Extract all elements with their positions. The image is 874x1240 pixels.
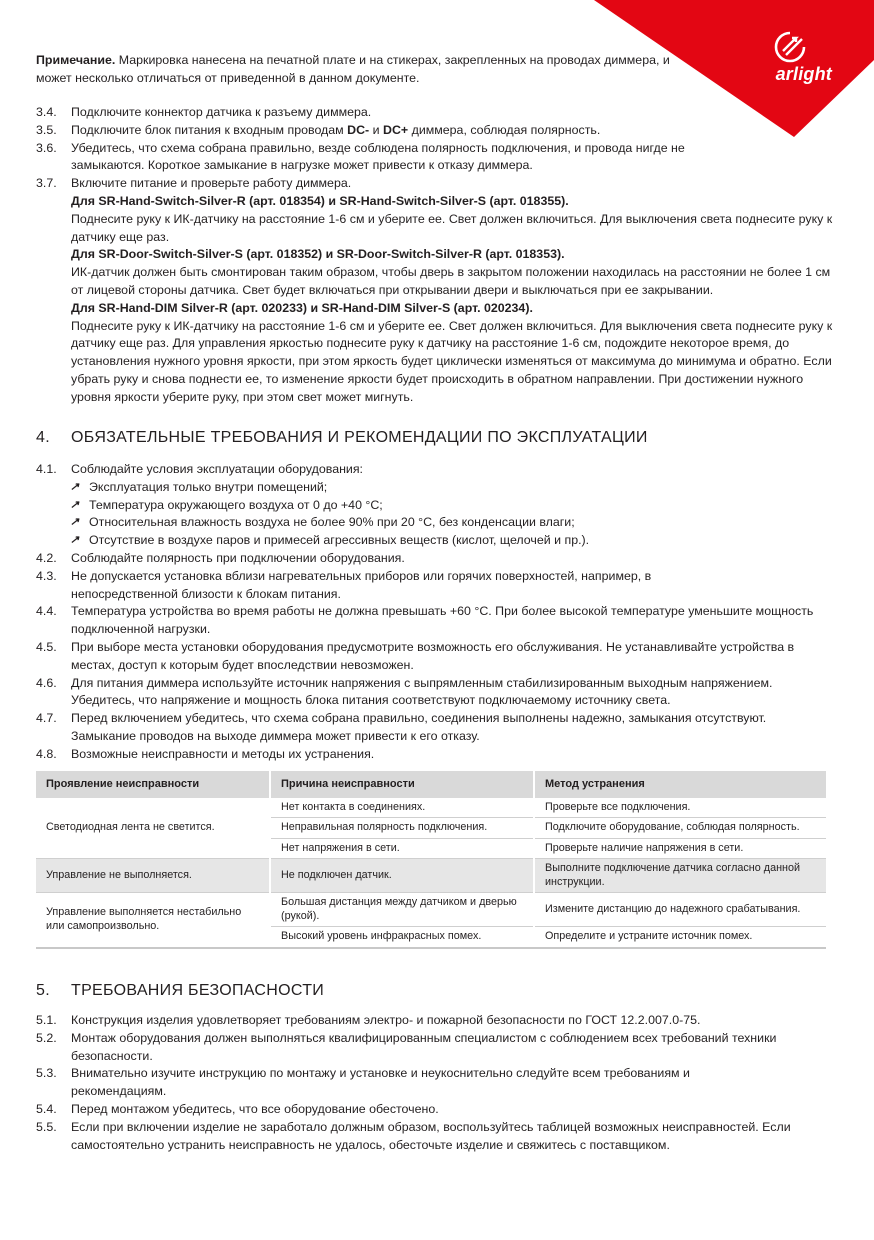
item-text: Температура устройства во время работы не должна превышать +60 °C. При более высокой температуре уменьшите мощность подключенной нагрузки. [71, 604, 814, 637]
list-item [36, 746, 828, 764]
list-item [36, 1012, 828, 1030]
list-item [36, 603, 828, 639]
item-number: 4.1. [36, 462, 57, 476]
fault-table [36, 771, 826, 949]
item-number: 4.6. [36, 675, 57, 690]
paragraph: Поднесите руку к ИК-датчику на расстояние 1-6 см и уберите ее. Свет должен включиться. Для выключения света поднесите руку к датчику еще раз. Для управления яркостью поднесите руку к датчику на расстояние 1-6 см, подождите некоторое время, до установления нужного уровня яркости, при этом яркость будет циклически изменяться от максимума до минимума и обратно. Если убрать руку и снова поднести ее, то изменение яркости будет происходить в обратном направлении. При достижении нужного уровня яркости уберите руку, при этом свет может мигнуть. [71, 318, 833, 404]
item-text: Возможные неисправности и методы их устранения. [71, 746, 375, 761]
note-text: Маркировка нанесена на печатной плате и на стикерах, закрепленных на проводах диммера, и может несколько отличаться от приведенной в данном документе. [36, 53, 670, 85]
item-number: 4.7. [36, 711, 57, 726]
table-header-row [36, 771, 826, 798]
list-item [36, 104, 836, 122]
cause-cell: Нет контакта в соединениях. [270, 798, 534, 818]
list-item [36, 710, 828, 746]
item-text: При выборе места установки оборудования предусмотрите возможность его обслуживания. Не устанавливайте устройства в местах, доступ к которым будет впоследствии невозможен. [71, 639, 795, 672]
item-text: Подключите коннектор датчика к разъему диммера. [71, 105, 372, 119]
item-number: 5.1. [36, 1013, 57, 1027]
item-text: Если при включении изделие не заработало должным образом, воспользуйтесь таблицей возможных неисправностей. Если самостоятельно устранить неисправность не удалось, обесточьте изделие и свяжитесь с поставщиком. [71, 1119, 791, 1152]
item-text: Монтаж оборудования должен выполняться квалифицированным специалистом с соблюдением всех требований техники безопасности. [71, 1030, 777, 1063]
item-number: 5.5. [36, 1119, 57, 1134]
arrow-bullet-icon: ↗ [70, 480, 80, 493]
cause-cell: Не подключен датчик. [270, 859, 534, 893]
arrow-bullet-icon: ↗ [70, 534, 80, 547]
item-text: Соблюдайте условия эксплуатации оборудования: [71, 462, 363, 476]
dc-plus-label: DC+ [383, 122, 409, 137]
section-5-list [36, 1012, 828, 1154]
item-number: 3.4. [36, 105, 57, 119]
list-item [36, 1119, 828, 1155]
arrow-bullet-icon: ↗ [70, 516, 80, 529]
section-title: ОБЯЗАТЕЛЬНЫЕ ТРЕБОВАНИЯ И РЕКОМЕНДАЦИИ ПО ЭКСПЛУАТАЦИИ [71, 429, 648, 446]
item-text: и [369, 122, 383, 137]
item-text: Конструкция изделия удовлетворяет требованиям электро- и пожарной безопасности по ГОСТ 12.2.007.0-75. [71, 1013, 701, 1027]
list-item [36, 568, 828, 604]
item-text: Соблюдайте полярность при подключении оборудования. [71, 550, 405, 565]
section-number: 5. [36, 982, 50, 999]
model-heading: Для SR-Hand-Switch-Silver-R (арт. 018354) и SR-Hand-Switch-Silver-S (арт. 018355). [71, 193, 569, 208]
item-text: Перед включением убедитесь, что схема собрана правильно, соединения выполнены надежно, замыкания отсутствуют. Замыкание проводов на выходе диммера может привести к его отказу. [71, 711, 767, 743]
bullet-item [36, 479, 828, 497]
bullet-text: Эксплуатация только внутри помещений; [89, 479, 328, 494]
model-heading: Для SR-Door-Switch-Silver-S (арт. 018352) и SR-Door-Switch-Silver-R (арт. 018353). [71, 247, 565, 262]
list-item [36, 550, 828, 568]
bullet-text: Относительная влажность воздуха не более 90% при 20 °C, без конденсации влаги; [89, 515, 575, 530]
list-item [36, 175, 836, 193]
item-text: Внимательно изучите инструкцию по монтажу и установке и неукоснительно следуйте всем требованиям и рекомендациям. [71, 1066, 690, 1099]
item-number: 5.3. [36, 1066, 57, 1081]
list-item [36, 1101, 828, 1119]
item-number: 4.2. [36, 550, 57, 565]
item-text: диммера, соблюдая полярность. [408, 122, 601, 137]
item-number: 5.2. [36, 1030, 57, 1045]
paragraph: Поднесите руку к ИК-датчику на расстояние 1-6 см и уберите ее. Свет должен включиться. Для выключения света поднесите руку к датчику еще раз. [71, 211, 833, 244]
item-number: 3.5. [36, 122, 57, 137]
symptom-cell: Светодиодная лента не светится. [36, 798, 270, 859]
section-title: ТРЕБОВАНИЯ БЕЗОПАСНОСТИ [71, 982, 325, 999]
list-item [36, 1065, 828, 1101]
item-text: Убедитесь, что схема собрана правильно, везде соблюдена полярность подключения, и провода нигде не замыкаются. Короткое замыкание в нагрузке может привести к отказу диммера. [71, 140, 685, 173]
list-item [36, 1030, 828, 1066]
section-heading-4 [36, 429, 648, 447]
fix-cell: Измените дистанцию до надежного срабатывания. [534, 893, 826, 927]
cause-cell: Нет напряжения в сети. [270, 838, 534, 859]
section-4-list [36, 461, 828, 764]
fix-cell: Выполните подключение датчика согласно данной инструкции. [534, 859, 826, 893]
fix-cell: Подключите оборудование, соблюдая полярность. [534, 818, 826, 839]
table-row [36, 893, 826, 927]
dc-minus-label: DC- [347, 122, 370, 137]
logo-text: arlight [775, 64, 832, 84]
fix-cell: Проверьте наличие напряжения в сети. [534, 838, 826, 859]
item-number: 4.8. [36, 746, 57, 761]
item-number: 3.6. [36, 140, 57, 155]
table-row [36, 798, 826, 818]
list-item [36, 461, 828, 479]
symptom-cell: Управление выполняется нестабильно или самопроизвольно. [36, 893, 270, 948]
arrow-bullet-icon: ↗ [70, 498, 80, 511]
note-paragraph [36, 51, 676, 87]
item-text: Подключите блок питания к входным проводам [71, 122, 348, 137]
column-header: Проявление неисправности [36, 771, 270, 798]
item-number: 4.3. [36, 568, 57, 583]
bullet-text: Температура окружающего воздуха от 0 до +40 °C; [89, 497, 383, 512]
bullet-text: Отсутствие в воздухе паров и примесей агрессивных веществ (кислот, щелочей и пр.). [89, 533, 590, 548]
bullet-item [36, 514, 828, 532]
cause-cell: Большая дистанция между датчиком и дверью (рукой). [270, 893, 534, 927]
item-text: Включите питание и проверьте работу диммера. [71, 176, 352, 191]
cause-cell: Высокий уровень инфракрасных помех. [270, 927, 534, 948]
note-label: Примечание. [36, 53, 116, 67]
list-item [36, 140, 836, 176]
bullet-item [36, 532, 828, 550]
column-header: Причина неисправности [270, 771, 534, 798]
list-item [36, 122, 836, 140]
item-number: 5.4. [36, 1101, 57, 1116]
list-item [36, 639, 828, 675]
symptom-cell: Управление не выполняется. [36, 859, 270, 893]
item-text: Перед монтажом убедитесь, что все оборудование обесточено. [71, 1101, 439, 1116]
fix-cell: Определите и устраните источник помех. [534, 927, 826, 948]
paragraph: ИК-датчик должен быть смонтирован таким образом, чтобы дверь в закрытом положении находилась на расстоянии не более 1 см от лицевой стороны датчика. Свет будет включаться при открывании двери и выключаться при ее закрывании. [71, 265, 831, 297]
item-number: 4.4. [36, 604, 57, 619]
item-text: Не допускается установка вблизи нагревательных приборов или горячих поверхностей, например, в непосредственной близости к блокам питания. [71, 568, 652, 601]
table-row [36, 859, 826, 893]
steps-section-3 [36, 104, 836, 407]
section-number: 4. [36, 429, 50, 446]
item-number: 4.5. [36, 639, 57, 654]
item-text: Для питания диммера используйте источник напряжения с выпрямленным стабилизированным выходным напряжением. Убедитесь, что напряжение и мощность блока питания соответствуют подключаемому источнику света. [71, 675, 773, 708]
item-number: 3.7. [36, 176, 57, 191]
list-item [36, 675, 828, 711]
model-heading: Для SR-Hand-DIM Silver-R (арт. 020233) и SR-Hand-DIM Silver-S (арт. 020234). [71, 300, 533, 315]
fix-cell: Проверьте все подключения. [534, 798, 826, 818]
section-heading-5 [36, 982, 324, 1000]
column-header: Метод устранения [534, 771, 826, 798]
cause-cell: Неправильная полярность подключения. [270, 818, 534, 839]
bullet-item [36, 497, 828, 515]
